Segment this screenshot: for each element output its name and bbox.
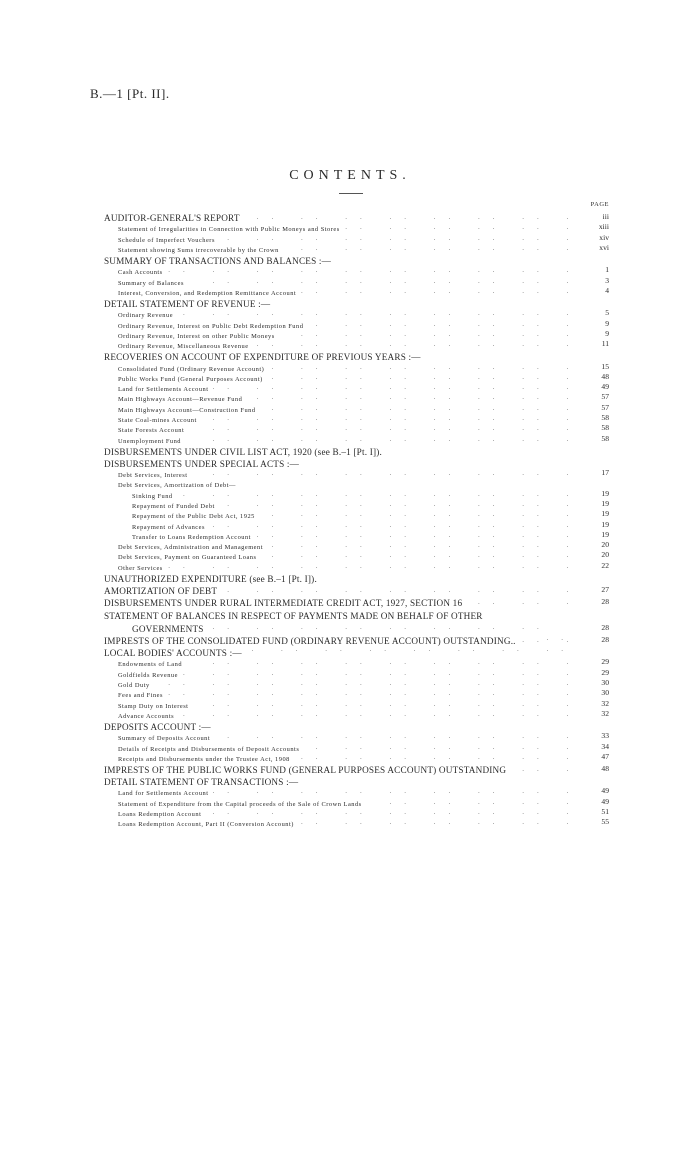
toc-page-number: xvi (581, 243, 609, 253)
toc-entry-title: Cash Accounts (104, 268, 167, 278)
toc-page-number: 27 (581, 585, 609, 595)
toc-section (104, 446, 609, 456)
toc-entry-title: Unemployment Fund (104, 437, 185, 447)
toc-section (104, 647, 609, 657)
toc-entry-title: Goldfields Revenue (104, 671, 182, 681)
toc-entry-title: Ordinary Revenue (104, 311, 177, 321)
toc-page-number: 11 (581, 339, 609, 349)
toc-entry-title: IMPRESTS OF THE CONSOLIDATED FUND (ORDINARY REVENUE ACCOUNT) OUTSTANDING.. (104, 636, 520, 646)
toc-entry (104, 657, 609, 667)
toc-entry-title: AMORTIZATION OF DEBT (104, 586, 221, 596)
toc-section (104, 255, 609, 265)
page-reference: B.—1 [Pt. II]. (90, 86, 170, 101)
toc-section (104, 597, 609, 607)
toc-entry (104, 699, 609, 709)
toc-entry (104, 319, 609, 329)
toc-page-number: 19 (581, 489, 609, 499)
toc-entry (104, 265, 609, 275)
toc-entry-title: Main Highways Account—Revenue Fund (104, 395, 246, 405)
toc-page-number: iii (581, 212, 609, 222)
toc-page-number: 19 (581, 509, 609, 519)
toc-page-number: 30 (581, 678, 609, 688)
toc-entry-title: UNAUTHORIZED EXPENDITURE (see B.–1 [Pt. I]). (104, 574, 321, 584)
toc-entry-title: Transfer to Loans Redemption Account (104, 533, 255, 543)
toc-entry-title: Debt Services, Administration and Management (104, 543, 267, 553)
toc-section (104, 351, 609, 361)
toc-entry (104, 731, 609, 741)
toc-section (104, 573, 609, 583)
toc-page-number: 47 (581, 752, 609, 762)
toc-entry-title: Land for Settlements Account (104, 789, 213, 799)
toc-page-number: 19 (581, 499, 609, 509)
toc-entry-title: Public Works Fund (General Purposes Account) (104, 375, 267, 385)
toc-page-number: 17 (581, 468, 609, 478)
page-title: CONTENTS. (289, 168, 411, 183)
toc-entry-title: Stamp Duty on Interest (104, 702, 192, 712)
toc-page-number: 58 (581, 423, 609, 433)
toc-page-number: 1 (581, 265, 609, 275)
toc-entry-title: Consolidated Fund (Ordinary Revenue Account) (104, 365, 268, 375)
toc-page-number: 19 (581, 520, 609, 530)
table-of-contents (104, 212, 609, 827)
toc-page-number: 28 (581, 597, 609, 607)
toc-page-number: xiv (581, 233, 609, 243)
toc-entry (104, 499, 609, 509)
toc-page-number: 20 (581, 550, 609, 560)
toc-page-number: 33 (581, 731, 609, 741)
toc-section (104, 458, 609, 468)
toc-entry-title: Loans Redemption Account (104, 810, 205, 820)
leader-dots (104, 688, 579, 698)
toc-page-number: 19 (581, 530, 609, 540)
toc-entry-title: IMPRESTS OF THE PUBLIC WORKS FUND (GENERAL PURPOSES ACCOUNT) OUTSTANDING (104, 765, 510, 775)
toc-page-number: 28 (581, 635, 609, 645)
toc-entry-title: LOCAL BODIES' ACCOUNTS :— (104, 648, 246, 658)
toc-entry-title: DISBURSEMENTS UNDER SPECIAL ACTS :— (104, 459, 303, 469)
toc-page-number: 51 (581, 807, 609, 817)
toc-page-number: 22 (581, 561, 609, 571)
toc-entry-title: DISBURSEMENTS UNDER RURAL INTERMEDIATE CREDIT ACT, 1927, SECTION 16 (104, 598, 466, 608)
toc-entry-title: Statement of Irregularities in Connection with Public Moneys and Stores (104, 225, 344, 235)
toc-page-number: 29 (581, 657, 609, 667)
toc-entry-title: Sinking Fund (104, 492, 177, 502)
toc-entry-title: Interest, Conversion, and Redemption Remittance Account (104, 289, 300, 299)
toc-page-number: 57 (581, 392, 609, 402)
toc-page-number: 48 (581, 372, 609, 382)
toc-entry (104, 222, 609, 232)
toc-page-number: 34 (581, 742, 609, 752)
toc-entry-title: Advance Accounts (104, 712, 178, 722)
toc-entry-title: Schedule of Imperfect Vouchers (104, 236, 219, 246)
toc-entry-title: Gold Duty (104, 681, 154, 691)
toc-entry-title: Ordinary Revenue, Interest on other Public Moneys (104, 332, 279, 342)
toc-entry-title: Repayment of the Public Debt Act, 1925 (104, 512, 259, 522)
toc-page-number: 58 (581, 413, 609, 423)
toc-entry-title: Repayment of Advances (104, 523, 209, 533)
toc-section (104, 635, 609, 645)
toc-entry-title: Debt Services, Interest (104, 471, 192, 481)
toc-section (104, 585, 609, 595)
toc-entry-title: Debt Services, Payment on Guaranteed Loans (104, 553, 260, 563)
toc-page-number: 15 (581, 362, 609, 372)
toc-entry-title: Ordinary Revenue, Interest on Public Debt Redemption Fund (104, 322, 307, 332)
toc-page-number: 55 (581, 817, 609, 827)
toc-entry (104, 688, 609, 698)
toc-page-number: 57 (581, 403, 609, 413)
toc-entry-title: Land for Settlements Account (104, 385, 213, 395)
toc-entry-title: State Coal-mines Account (104, 416, 201, 426)
toc-page-number: 4 (581, 286, 609, 296)
toc-entry-title: Receipts and Disbursements under the Trustee Act, 1908 (104, 755, 294, 765)
toc-entry-title: AUDITOR-GENERAL'S REPORT (104, 213, 244, 223)
toc-entry-title: DISBURSEMENTS UNDER CIVIL LIST ACT, 1920 (see B.–1 [Pt. I]). (104, 447, 386, 457)
toc-entry-title: Summary of Balances (104, 279, 188, 289)
toc-entry-title: Endowments of Land (104, 660, 186, 670)
toc-entry-title: Ordinary Revenue, Miscellaneous Revenue (104, 342, 253, 352)
toc-page-number: 28 (581, 622, 609, 633)
title-rule (339, 193, 363, 194)
toc-entry-title-continuation: GOVERNMENTS (118, 624, 204, 634)
toc-section (104, 212, 609, 222)
toc-section (104, 609, 609, 633)
toc-entry (104, 468, 609, 478)
toc-entry-title: State Forests Account (104, 426, 188, 436)
toc-page-number: 32 (581, 699, 609, 709)
toc-entry-title: RECOVERIES ON ACCOUNT OF EXPENDITURE OF PREVIOUS YEARS :— (104, 352, 425, 362)
toc-section (104, 776, 609, 786)
toc-entry (104, 276, 609, 286)
toc-section (104, 764, 609, 774)
toc-page-number: 20 (581, 540, 609, 550)
toc-entry-title: Other Services (104, 564, 167, 574)
toc-entry-title: Statement showing Sums irrecoverable by the Crown (104, 246, 283, 256)
toc-entry (104, 786, 609, 796)
toc-section (104, 721, 609, 731)
toc-page-number: 49 (581, 382, 609, 392)
leader-dots (104, 265, 579, 275)
toc-entry-title: Statement of Expenditure from the Capital proceeds of the Sale of Crown Lands (104, 800, 366, 810)
toc-page-number: 9 (581, 319, 609, 329)
toc-entry (104, 362, 609, 372)
toc-entry-title: Summary of Deposits Account (104, 734, 214, 744)
page-column-label: PAGE (590, 201, 609, 208)
toc-entry-title: Debt Services, Amortization of Debt— (104, 481, 240, 491)
toc-page-number: 49 (581, 786, 609, 796)
toc-page-number: 9 (581, 329, 609, 339)
toc-page-number: 49 (581, 797, 609, 807)
toc-page-number: xiii (581, 222, 609, 232)
toc-page-number: 3 (581, 276, 609, 286)
toc-entry-title: DEPOSITS ACCOUNT :— (104, 722, 215, 732)
toc-page-number: 48 (581, 764, 609, 774)
toc-entry-title: STATEMENT OF BALANCES IN RESPECT OF PAYMENTS MADE ON BEHALF OF OTHER (104, 611, 483, 622)
toc-page-number: 5 (581, 308, 609, 318)
toc-section (104, 298, 609, 308)
toc-entry-title: Details of Receipts and Disbursements of Deposit Accounts (104, 745, 303, 755)
toc-page-number: 30 (581, 688, 609, 698)
toc-page-number: 58 (581, 434, 609, 444)
toc-page-number: 32 (581, 709, 609, 719)
toc-entry-title: DETAIL STATEMENT OF REVENUE :— (104, 299, 274, 309)
toc-entry-title: Repayment of Funded Debt (104, 502, 219, 512)
toc-entry-title: DETAIL STATEMENT OF TRANSACTIONS :— (104, 777, 302, 787)
toc-entry (104, 308, 609, 318)
toc-entry-title: SUMMARY OF TRANSACTIONS AND BALANCES :— (104, 256, 335, 266)
toc-page-number: 29 (581, 668, 609, 678)
toc-entry-title: Main Highways Account—Construction Fund (104, 406, 260, 416)
toc-entry-title: Fees and Fines (104, 691, 167, 701)
toc-entry-title: Loans Redemption Account, Part II (Conversion Account) (104, 820, 298, 830)
